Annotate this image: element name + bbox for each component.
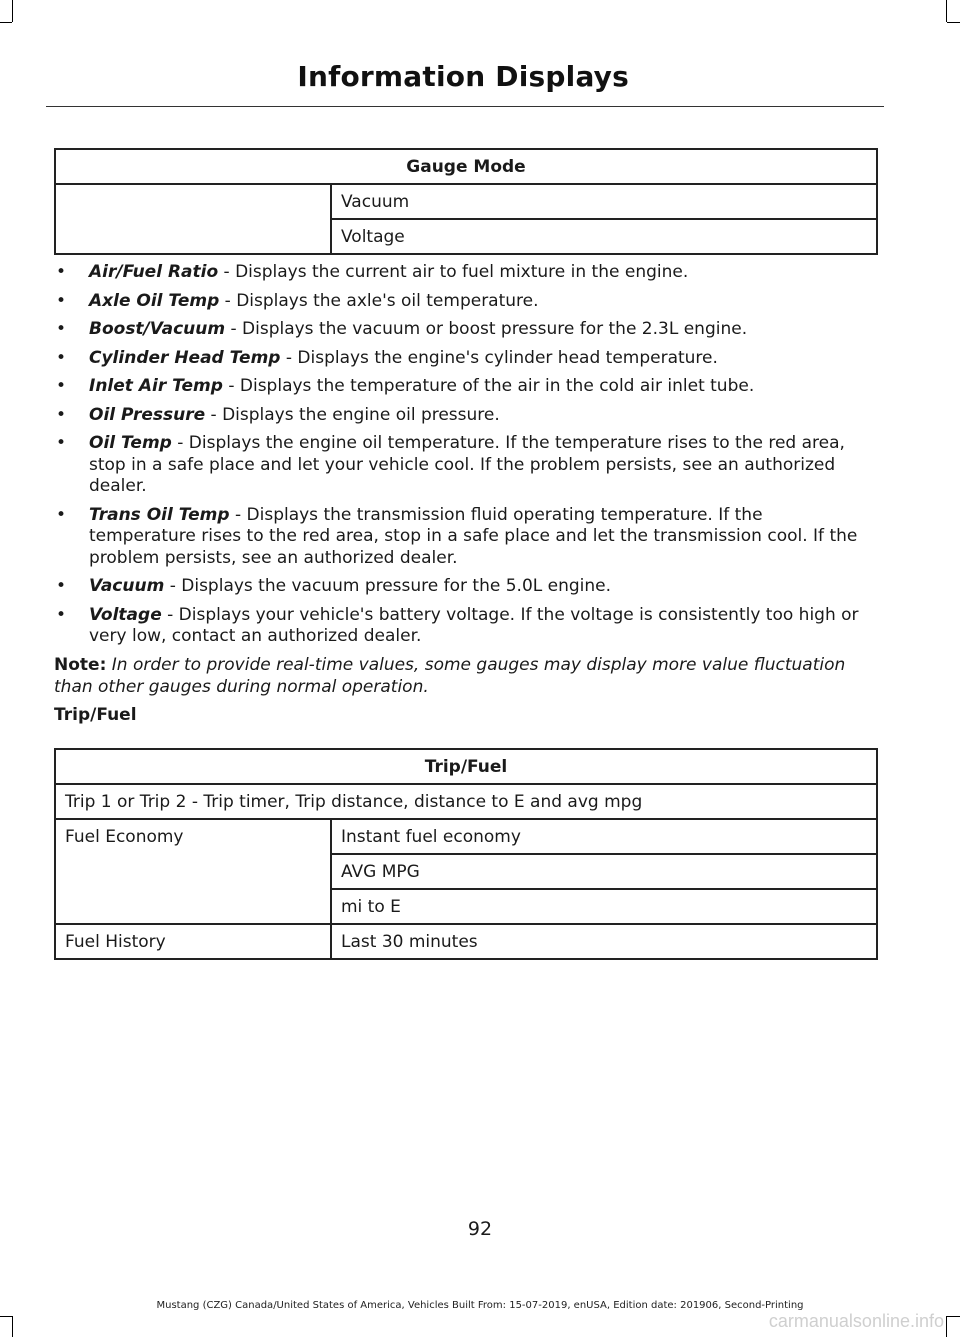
- table-row: [55, 819, 877, 854]
- list-item-desc: - Displays your vehicle's battery voltage. If the voltage is consistently too high or very low, contact an authorized dealer.: [89, 604, 859, 646]
- list-item: • Air/Fuel Ratio - Displays the current air to fuel mixture in the engine.: [56, 262, 689, 282]
- list-item-term: Axle Oil Temp: [89, 290, 220, 311]
- list-item: • Trans Oil Temp - Displays the transmission fluid operating temperature. If the temperature rises to the red area, stop in a safe place and let the transmission cool. If the problem persists, see an authorized dealer.: [56, 504, 858, 568]
- fuel-history-label: Fuel History: [55, 924, 331, 959]
- list-item-desc: - Displays the engine oil temperature. If the temperature rises to the red area, stop in a safe place and let your vehicle cool. If the problem persists, see an authorized dealer.: [89, 433, 845, 496]
- section-title: Trip/Fuel: [54, 705, 137, 725]
- fuel-history-item: Last 30 minutes: [331, 924, 877, 959]
- list-item-term: Oil Pressure: [89, 404, 206, 425]
- list-item-term: Voltage: [89, 604, 162, 625]
- table-row: [55, 149, 877, 184]
- table-row: [55, 924, 877, 959]
- list-item-desc: - Displays the vacuum pressure for the 5.0L engine.: [164, 576, 612, 596]
- table-cell-empty: [55, 854, 331, 889]
- crop-mark: [946, 0, 947, 22]
- trip-fuel-table: [54, 748, 878, 960]
- fuel-economy-item: AVG MPG: [331, 854, 877, 889]
- trip-table-header: Trip/Fuel: [55, 749, 877, 784]
- table-row: [55, 784, 877, 819]
- list-item: • Voltage - Displays your vehicle's battery voltage. If the voltage is consistently too high or very low, contact an authorized dealer.: [56, 604, 859, 646]
- list-item-desc: - Displays the vacuum or boost pressure for the 2.3L engine.: [225, 319, 748, 339]
- watermark: carmanualsonline.info: [768, 1311, 944, 1331]
- table-cell-empty: [55, 219, 331, 254]
- note: [54, 654, 884, 698]
- gauge-description-list: [54, 262, 874, 655]
- note-label: Note:: [54, 655, 107, 675]
- list-item-desc: - Displays the temperature of the air in the cold air inlet tube.: [222, 376, 755, 396]
- table-cell-empty: [55, 184, 331, 219]
- crop-mark: [947, 22, 960, 23]
- list-item-desc: - Displays the current air to fuel mixture in the engine.: [218, 262, 689, 282]
- page-title: Information Displays: [297, 60, 629, 93]
- crop-mark: [946, 1316, 947, 1337]
- fuel-economy-label: Fuel Economy: [55, 819, 331, 854]
- trip-span-row: Trip 1 or Trip 2 - Trip timer, Trip distance, distance to E and avg mpg: [55, 784, 877, 819]
- list-item-term: Air/Fuel Ratio: [89, 262, 219, 282]
- crop-mark: [0, 1316, 12, 1317]
- list-item: • Oil Temp - Displays the engine oil temperature. If the temperature rises to the red area, stop in a safe place and let your vehicle cool. If the problem persists, see an authorized dealer.: [56, 433, 845, 496]
- gauge-mode-table: [54, 148, 878, 255]
- table-row: [55, 749, 877, 784]
- header-divider: [46, 106, 884, 107]
- list-item-desc: - Displays the axle's oil temperature.: [219, 290, 539, 311]
- gauge-row-voltage: Voltage: [331, 219, 877, 254]
- list-item-term: Cylinder Head Temp: [89, 347, 281, 368]
- table-row: [55, 184, 877, 219]
- crop-mark: [947, 1316, 960, 1317]
- list-item-term: Inlet Air Temp: [89, 376, 223, 396]
- list-item-desc: - Displays the transmission fluid operating temperature. If the temperature rises to the red area, stop in a safe place and let the transmission cool. If the problem persists, see an authorized dealer.: [89, 504, 858, 568]
- list-item: • Axle Oil Temp - Displays the axle's oil temperature.: [56, 290, 539, 311]
- gauge-table-header: Gauge Mode: [55, 149, 877, 184]
- list-item-term: Oil Temp: [89, 433, 172, 453]
- gauge-row-vacuum: Vacuum: [331, 184, 877, 219]
- list-item-term: Vacuum: [89, 576, 165, 596]
- list-item: • Vacuum - Displays the vacuum pressure for the 5.0L engine.: [56, 576, 612, 596]
- crop-mark: [12, 1316, 13, 1337]
- table-row: [55, 889, 877, 924]
- fuel-economy-item: Instant fuel economy: [331, 819, 877, 854]
- crop-mark: [0, 22, 12, 23]
- footer-text: Mustang (CZG) Canada/United States of America, Vehicles Built From: 15-07-2019, enUSA, Edition date: 201906, Second-Printing: [156, 1300, 804, 1311]
- table-row: [55, 219, 877, 254]
- list-item: • Inlet Air Temp - Displays the temperature of the air in the cold air inlet tube.: [56, 376, 755, 396]
- table-cell-empty: [55, 889, 331, 924]
- crop-mark: [12, 0, 13, 22]
- list-item-term: Boost/Vacuum: [89, 319, 226, 339]
- list-item-desc: - Displays the engine oil pressure.: [205, 404, 500, 425]
- list-item-desc: - Displays the engine's cylinder head temperature.: [280, 347, 718, 368]
- list-item: • Oil Pressure - Displays the engine oil pressure.: [56, 404, 500, 425]
- fuel-economy-item: mi to E: [331, 889, 877, 924]
- page-number: 92: [467, 1218, 493, 1240]
- list-item-term: Trans Oil Temp: [89, 504, 230, 525]
- table-row: [55, 854, 877, 889]
- list-item: • Cylinder Head Temp - Displays the engine's cylinder head temperature.: [56, 347, 718, 368]
- note-text: In order to provide real-time values, some gauges may display more value fluctuation than other gauges during normal operation.: [54, 655, 846, 697]
- list-item: • Boost/Vacuum - Displays the vacuum or boost pressure for the 2.3L engine.: [56, 319, 748, 339]
